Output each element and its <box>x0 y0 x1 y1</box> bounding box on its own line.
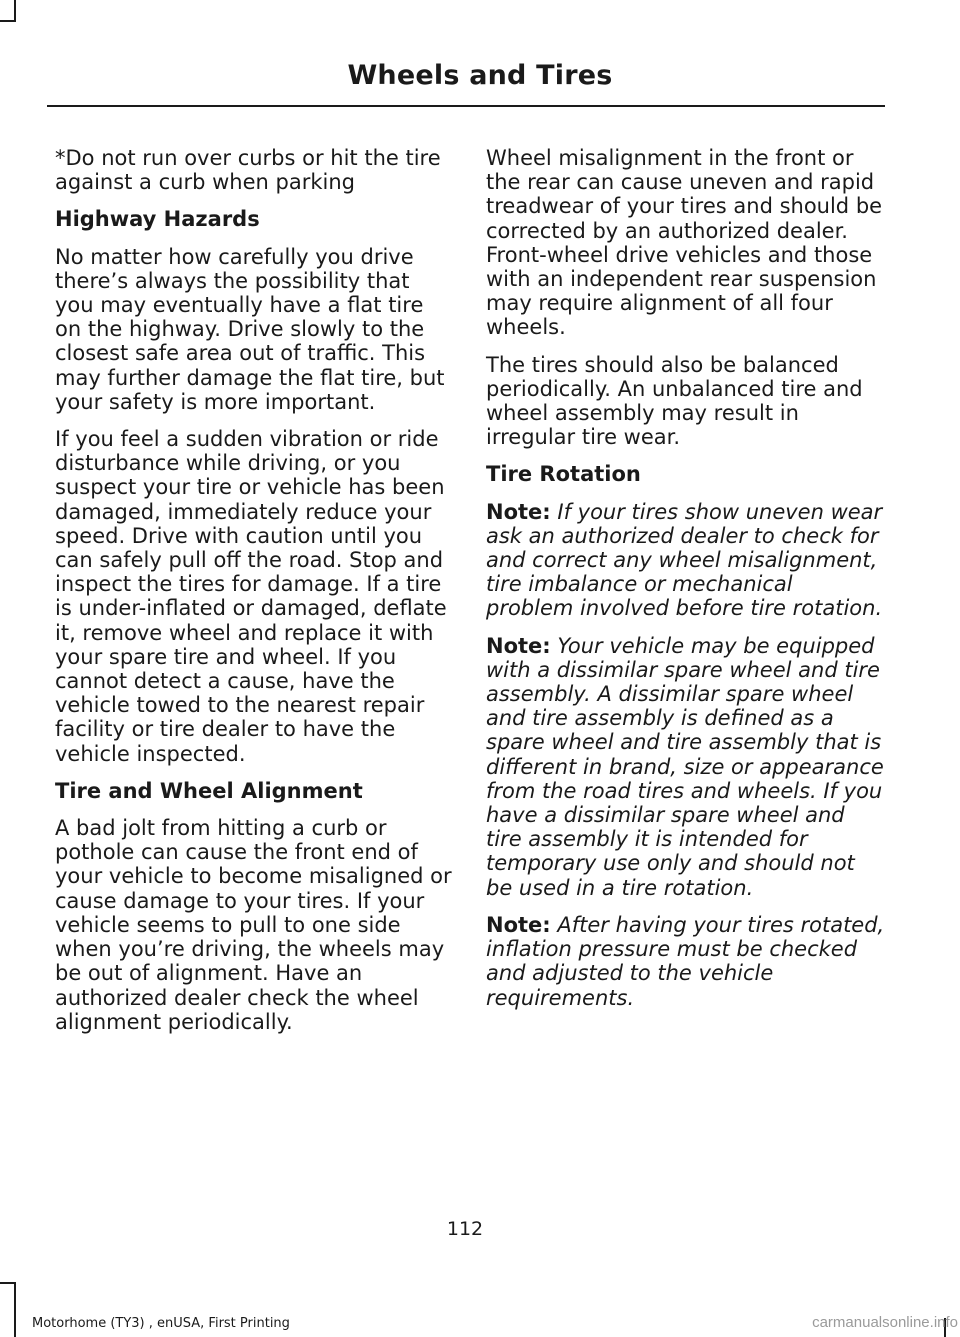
note-label: Note: <box>486 633 551 658</box>
note-1 <box>486 500 886 621</box>
crop-mark-bottom-left <box>14 1282 16 1337</box>
watermark: carmanualsonline.info <box>812 1314 958 1331</box>
crop-mark-top-left <box>14 0 16 22</box>
balance-paragraph: The tires should also be balanced periodically. An unbalanced tire and wheel assembly may result in irregular tire wear. <box>486 352 863 450</box>
note-2 <box>486 634 886 900</box>
misalignment-paragraph: Wheel misalignment in the front or the rear can cause uneven and rapid treadwear of your tires and should be corrected by an authorized dealer. Front-wheel drive vehicles and those with an independent rear suspension may require alignment of all four wheels. <box>486 146 883 340</box>
highway-paragraph-2: If you feel a sudden vibration or ride disturbance while driving, or you suspect your tire or vehicle has been damaged, immediately reduce your speed. Drive with caution until you can safely pull off the road. Stop and inspect the tires for damage. If a tire is under-inflated or damaged, deflate it, remove wheel and replace it with your spare tire and wheel. If you cannot detect a cause, have the vehicle towed to the nearest repair facility or tire dealer to have the vehicle inspected. <box>55 427 447 766</box>
left-column <box>55 146 453 1047</box>
note-2-text: Your vehicle may be equipped with a dissimilar spare wheel and tire assembly. A dissimilar spare wheel and tire assembly is defined as a spare wheel and tire assembly that is different in brand, size or appearance from the road tires and wheels. If you have a dissimilar spare wheel and tire assembly it is intended for temporary use only and should not be used in a tire rotation. <box>486 633 884 900</box>
header-rule <box>47 105 885 107</box>
note-label: Note: <box>486 912 551 937</box>
page-title: Wheels and Tires <box>347 60 613 91</box>
note-label: Note: <box>486 499 551 524</box>
note-3 <box>486 913 886 1010</box>
crop-mark-top-left-h <box>0 20 16 22</box>
tire-rotation-heading: Tire Rotation <box>486 462 641 487</box>
alignment-paragraph: A bad jolt from hitting a curb or pothole can cause the front end of your vehicle to become misaligned or cause damage to your tires. If your vehicle seems to pull to one side when you’re driving, the wheels may be out of alignment. Have an authorized dealer check the wheel alignment periodically. <box>55 816 452 1034</box>
highway-paragraph-1: No matter how carefully you drive there’s always the possibility that you may eventually have a flat tire on the highway. Drive slowly to the closest safe area out of traffic. This may further damage the flat tire, but your safety is more important. <box>55 244 445 414</box>
right-column <box>486 146 886 1023</box>
crop-mark-bottom-left-h <box>0 1282 16 1284</box>
alignment-heading: Tire and Wheel Alignment <box>55 778 363 803</box>
note-3-text: After having your tires rotated, inflation pressure must be checked and adjusted to the vehicle requirements. <box>486 912 885 1010</box>
footer-text: Motorhome (TY3) , enUSA, First Printing <box>32 1316 290 1331</box>
intro-paragraph: *Do not run over curbs or hit the tire against a curb when parking <box>55 146 441 195</box>
note-1-text: If your tires show uneven wear ask an authorized dealer to check for and correct any wheel misalignment, tire imbalance or mechanical problem involved before tire rotation. <box>486 499 883 621</box>
page-number: 112 <box>446 1218 484 1240</box>
highway-hazards-heading: Highway Hazards <box>55 207 260 232</box>
